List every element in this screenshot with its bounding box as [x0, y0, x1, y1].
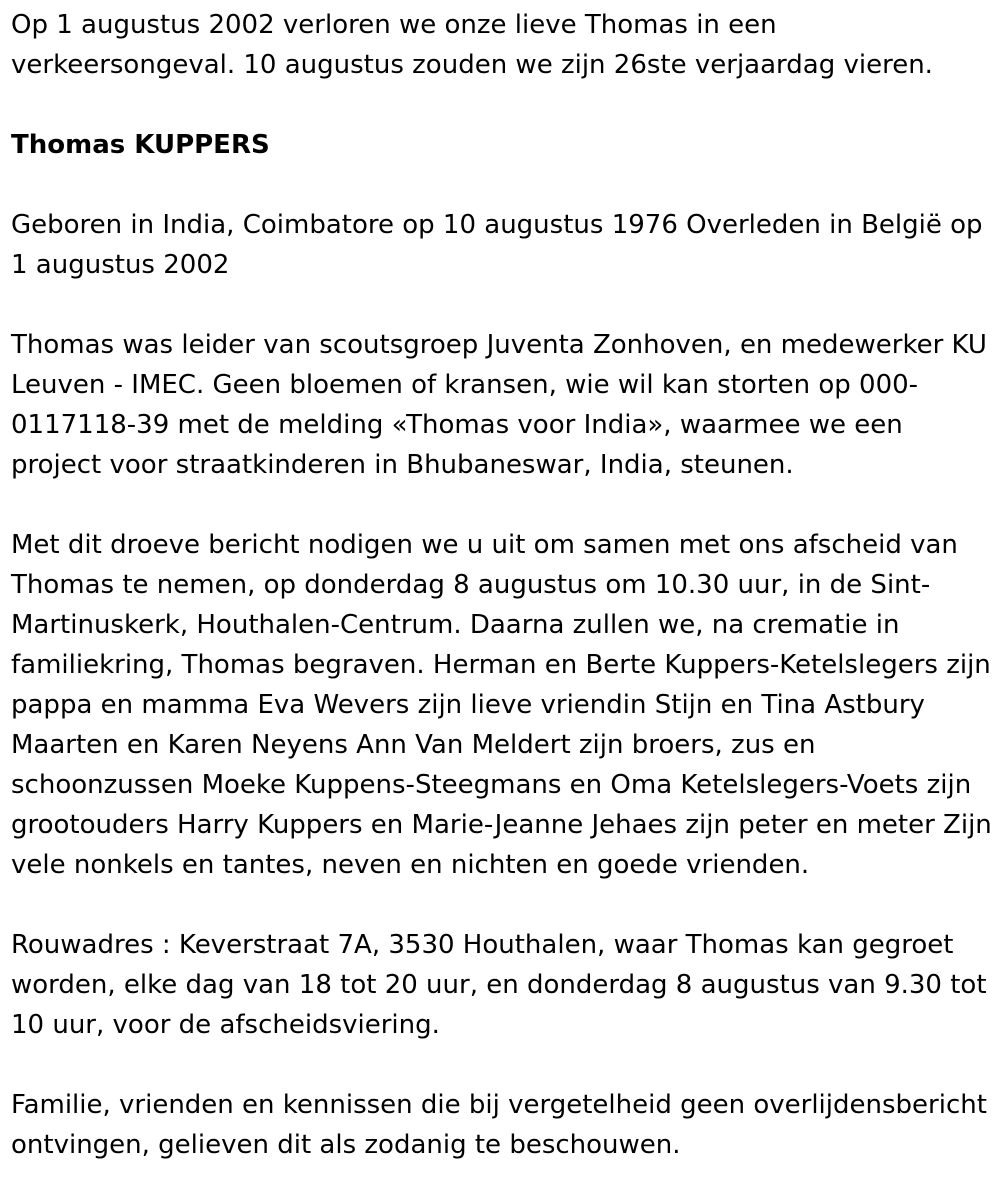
birth-death-paragraph: Geboren in India, Coimbatore op 10 augustus 1976 Overleden in België op 1 augustus 2002: [11, 210, 983, 280]
invitation-paragraph: Met dit droeve bericht nodigen we u uit om samen met ons afscheid van Thomas te nemen, op donderdag 8 augustus om 10.30 uur, in de Sint-Martinuskerk, Houthalen-Centrum. Daarna zullen we, na crematie in familiekring, Thomas begraven. Herman en Berte Kuppers-Ketelslegers zijn pappa en mamma Eva Wevers zijn lieve vriendin Stijn en Tina Astbury Maarten en Karen Neyens Ann Van Meldert zijn broers, zus en schoonzussen Moeke Kuppens-Steegmans en Oma Ketelslegers-Voets zijn grootouders Harry Kuppers en Marie-Jeanne Jehaes zijn peter en meter Zijn vele nonkels en tantes, neven en nichten en goede vrienden.: [11, 530, 992, 880]
address-paragraph: Rouwadres : Keverstraat 7A, 3530 Houthalen, waar Thomas kan gegroet worden, elke dag van 18 tot 20 uur, en donderdag 8 augustus van 9.30 tot 10 uur, voor de afscheidsviering.: [11, 930, 987, 1040]
notice-paragraph: Familie, vrienden en kennissen die bij vergetelheid geen overlijdensbericht ontvingen, gelieven dit als zodanig te beschouwen.: [11, 1090, 987, 1160]
deceased-name-heading: Thomas KUPPERS: [11, 130, 270, 160]
about-paragraph: Thomas was leider van scoutsgroep Juventa Zonhoven, en medewerker KU Leuven - IMEC. Geen bloemen of kransen, wie wil kan storten op 000-0117118-39 met de melding «Thomas voor India», waarmee we een project voor straatkinderen in Bhubaneswar, India, steunen.: [11, 330, 987, 480]
intro-paragraph: Op 1 augustus 2002 verloren we onze lieve Thomas in een verkeersongeval. 10 augustus zouden we zijn 26ste verjaardag vieren.: [11, 10, 933, 80]
